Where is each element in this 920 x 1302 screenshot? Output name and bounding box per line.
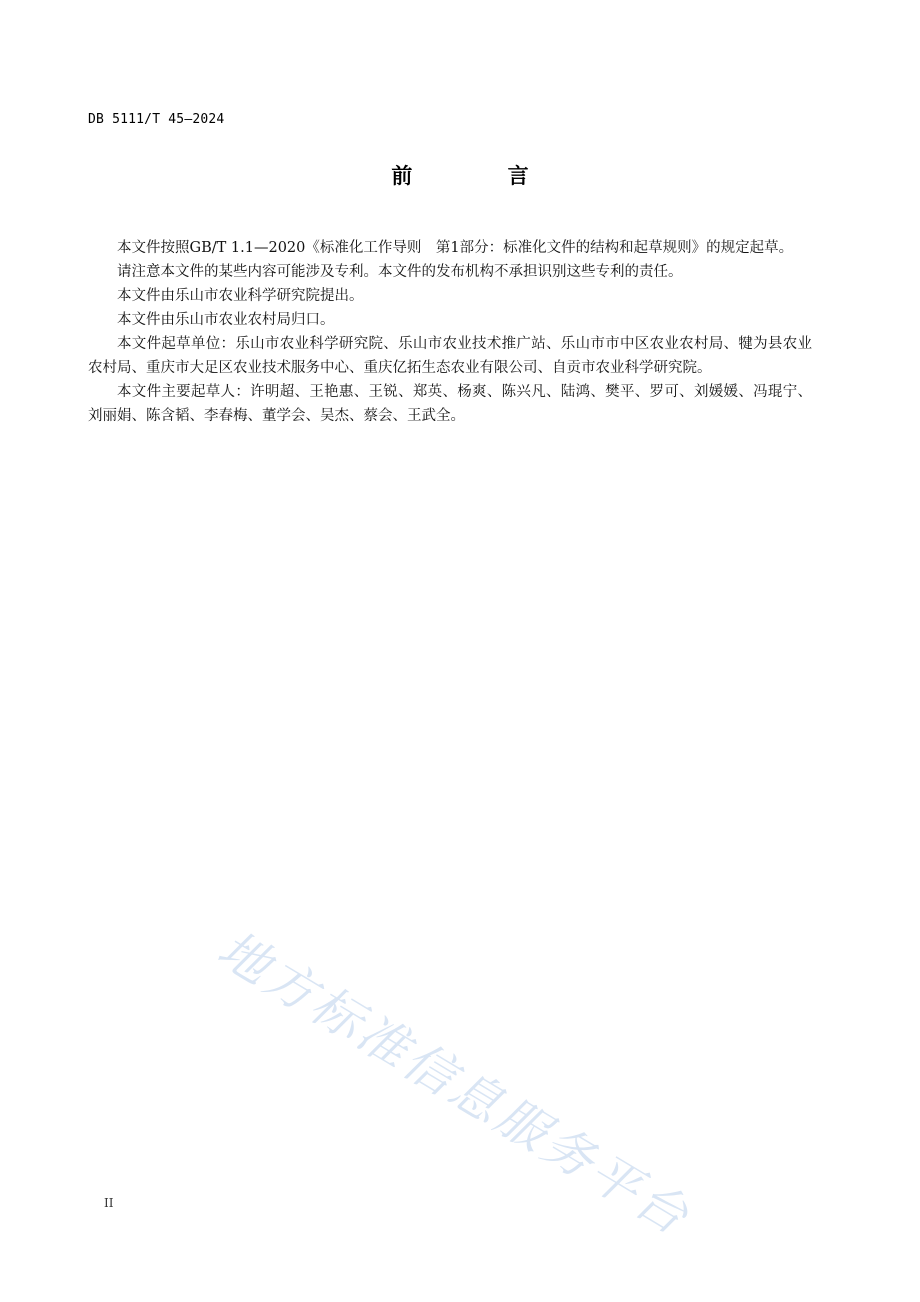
page-number: II — [104, 1196, 114, 1210]
paragraph-drafting-units: 本文件起草单位：乐山市农业科学研究院、乐山市农业技术推广站、乐山市市中区农业农村局、犍为县农业农村局、重庆市大足区农业技术服务中心、重庆亿拓生态农业有限公司、自贡市农业科学研究院。 — [88, 336, 812, 376]
standard-code: DB 5111/T 45—2024 — [88, 112, 225, 127]
paragraph-drafting-rules: 本文件按照GB/T 1.1—2020《标准化工作导则 第1部分：标准化文件的结构和起草规则》的规定起草。 — [117, 240, 794, 256]
watermark: 地方标准信息服务平台 — [208, 919, 701, 1248]
paragraph-drafters: 本文件主要起草人：许明超、王艳惠、王锐、郑英、杨爽、陈兴凡、陆鸿、樊平、罗可、刘媛媛、冯琨宁、刘丽娟、陈含韬、李春梅、董学会、吴杰、蔡会、王武全。 — [88, 384, 812, 424]
paragraph-patent-notice: 请注意本文件的某些内容可能涉及专利。本文件的发布机构不承担识别这些专利的责任。 — [117, 264, 683, 280]
foreword-body — [88, 236, 812, 428]
page-title: 前 言 — [391, 164, 573, 188]
paragraph-administrator: 本文件由乐山市农业农村局归口。 — [117, 312, 335, 328]
paragraph-proposer: 本文件由乐山市农业科学研究院提出。 — [117, 288, 364, 304]
